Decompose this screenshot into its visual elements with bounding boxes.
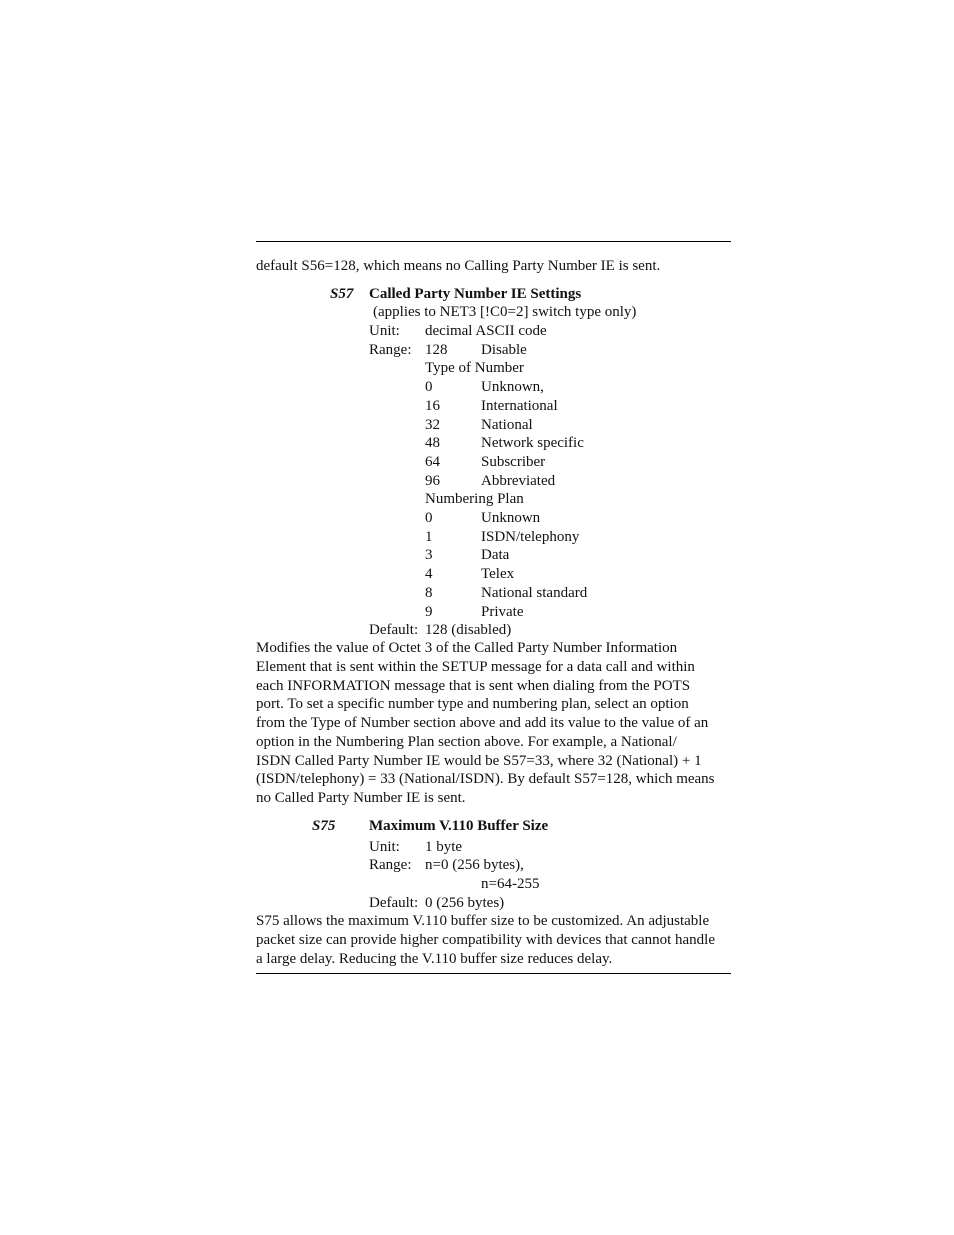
type-item-value: 96 xyxy=(425,473,440,489)
s57-plan-heading: Numbering Plan xyxy=(425,491,524,507)
paragraph-line: option in the Numbering Plan section above. For example, a National/ xyxy=(256,733,677,750)
s57-range-value: 128 xyxy=(425,342,448,358)
s75-title: Maximum V.110 Buffer Size xyxy=(369,818,549,834)
paragraph-line: a large delay. Reducing the V.110 buffer size reduces delay. xyxy=(256,950,613,967)
type-item-value: 16 xyxy=(425,398,440,414)
s57-title: Called Party Number IE Settings xyxy=(369,286,582,302)
plan-item-value: 1 xyxy=(425,529,433,545)
s75-default-value: 0 (256 bytes) xyxy=(425,895,505,911)
paragraph-line: each INFORMATION message that is sent when dialing from the POTS xyxy=(256,677,691,694)
paragraph-line: packet size can provide higher compatibility with devices that cannot handle xyxy=(256,931,716,948)
type-item-desc: Abbreviated xyxy=(481,473,556,489)
type-item-desc: National xyxy=(481,417,533,433)
intro-line: default S56=128, which means no Calling Party Number IE is sent. xyxy=(256,258,661,274)
s57-description xyxy=(256,639,736,808)
paragraph-line: no Called Party Number IE is sent. xyxy=(256,790,466,806)
s57-default-value: 128 (disabled) xyxy=(425,622,512,638)
type-item-value: 0 xyxy=(425,379,433,395)
s57-range-label: Range: xyxy=(369,342,412,358)
plan-item-value: 8 xyxy=(425,585,433,601)
s75-range-value-1: n=0 (256 bytes), xyxy=(425,857,524,873)
s75-unit-label: Unit: xyxy=(369,839,400,855)
s57-unit-label: Unit: xyxy=(369,323,400,339)
type-item-desc: Unknown, xyxy=(481,379,544,395)
paragraph-line: Element that is sent within the SETUP message for a data call and within xyxy=(256,658,695,675)
type-item-value: 64 xyxy=(425,454,440,470)
plan-item-desc: Unknown xyxy=(481,510,541,526)
s57-range-desc: Disable xyxy=(481,342,527,358)
type-item-value: 32 xyxy=(425,417,440,433)
plan-item-desc: Telex xyxy=(481,566,515,582)
plan-item-desc: ISDN/telephony xyxy=(481,529,580,545)
paragraph-line: Modifies the value of Octet 3 of the Called Party Number Information xyxy=(256,640,678,656)
paragraph-line: S75 allows the maximum V.110 buffer size to be customized. An adjustable xyxy=(256,913,710,929)
s57-unit-value: decimal ASCII code xyxy=(425,323,547,339)
plan-item-desc: Private xyxy=(481,604,524,620)
s57-note: (applies to NET3 [!C0=2] switch type only) xyxy=(373,304,637,320)
s75-range-label: Range: xyxy=(369,857,412,873)
type-item-desc: Subscriber xyxy=(481,454,546,470)
s75-register: S75 xyxy=(312,818,336,834)
paragraph-line: (ISDN/telephony) = 33 (National/ISDN). By default S57=128, which means xyxy=(256,771,715,788)
s75-unit-value: 1 byte xyxy=(425,839,463,855)
type-item-value: 48 xyxy=(425,435,440,451)
plan-item-value: 3 xyxy=(425,547,433,563)
plan-item-desc: National standard xyxy=(481,585,588,601)
s57-default-label: Default: xyxy=(369,622,419,638)
top-rule xyxy=(256,241,731,242)
s75-description xyxy=(256,912,736,968)
plan-item-value: 9 xyxy=(425,604,433,620)
plan-item-value: 0 xyxy=(425,510,433,526)
s57-register: S57 xyxy=(330,286,354,302)
s57-type-heading: Type of Number xyxy=(425,360,524,376)
s75-range-value-2: n=64-255 xyxy=(481,876,540,892)
plan-item-desc: Data xyxy=(481,547,510,563)
paragraph-line: from the Type of Number section above and add its value to the value of an xyxy=(256,715,709,731)
plan-item-value: 4 xyxy=(425,566,433,582)
paragraph-line: port. To set a specific number type and numbering plan, select an option xyxy=(256,696,689,713)
paragraph-line: ISDN Called Party Number IE would be S57=33, where 32 (National) + 1 xyxy=(256,752,702,769)
bottom-rule xyxy=(256,973,731,974)
s75-default-label: Default: xyxy=(369,895,419,911)
type-item-desc: International xyxy=(481,398,558,414)
type-item-desc: Network specific xyxy=(481,435,584,451)
